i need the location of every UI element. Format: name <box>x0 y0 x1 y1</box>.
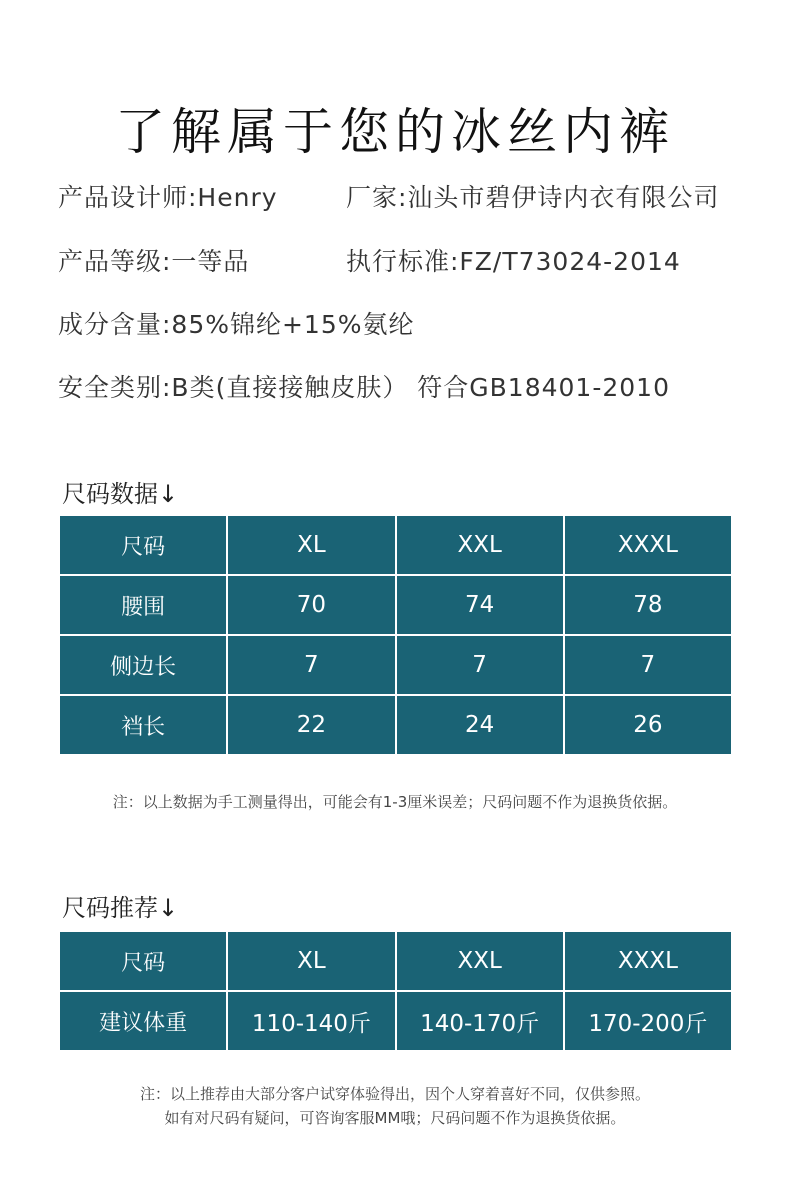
header-cell: XXL <box>396 931 564 991</box>
row-label: 腰围 <box>59 575 227 635</box>
designer-info: 产品设计师:Henry <box>58 183 278 212</box>
size-recommend-note-line2: 如有对尺码有疑问，可咨询客服MM哦；尺码问题不作为退换货依据。 <box>164 1109 626 1127</box>
header-cell: 尺码 <box>59 931 227 991</box>
table-cell: 7 <box>396 635 564 695</box>
table-cell: 140-170斤 <box>396 991 564 1051</box>
header-cell: XXXL <box>564 931 732 991</box>
row-label: 侧边长 <box>59 635 227 695</box>
size-data-note: 注：以上数据为手工测量得出，可能会有1-3厘米误差；尺码问题不作为退换货依据。 <box>112 793 678 811</box>
table-cell: 7 <box>564 635 732 695</box>
table-row <box>59 695 732 755</box>
table-cell: 22 <box>227 695 395 755</box>
size-recommend-table <box>58 930 733 1052</box>
header-cell: 尺码 <box>59 515 227 575</box>
table-cell: 7 <box>227 635 395 695</box>
size-recommend-note-line1: 注：以上推荐由大部分客户试穿体验得出，因个人穿着喜好不同，仅供参照。 <box>139 1085 650 1103</box>
manufacturer-info: 厂家:汕头市碧伊诗内衣有限公司 <box>346 183 720 212</box>
size-data-table <box>58 514 733 756</box>
row-label: 建议体重 <box>59 991 227 1051</box>
standard-info: 执行标准:FZ/T73024-2014 <box>346 247 681 276</box>
size-recommend-label: 尺码推荐↓ <box>62 894 179 922</box>
table-cell: 70 <box>227 575 395 635</box>
table-cell: 24 <box>396 695 564 755</box>
grade-info: 产品等级:一等品 <box>58 247 250 276</box>
table-header-row <box>59 515 732 575</box>
header-cell: XL <box>227 515 395 575</box>
header-cell: XL <box>227 931 395 991</box>
header-cell: XXL <box>396 515 564 575</box>
page-title: 了解属于您的冰丝内裤 <box>115 102 675 161</box>
table-row <box>59 991 732 1051</box>
table-cell: 170-200斤 <box>564 991 732 1051</box>
table-row <box>59 635 732 695</box>
table-row <box>59 575 732 635</box>
table-cell: 110-140斤 <box>227 991 395 1051</box>
table-header-row <box>59 931 732 991</box>
composition-info: 成分含量:85%锦纶+15%氨纶 <box>58 310 415 339</box>
table-cell: 26 <box>564 695 732 755</box>
header-cell: XXXL <box>564 515 732 575</box>
table-cell: 78 <box>564 575 732 635</box>
table-cell: 74 <box>396 575 564 635</box>
size-data-label: 尺码数据↓ <box>62 480 179 508</box>
row-label: 裆长 <box>59 695 227 755</box>
safety-info: 安全类别:B类(直接接触皮肤） 符合GB18401-2010 <box>58 373 670 402</box>
